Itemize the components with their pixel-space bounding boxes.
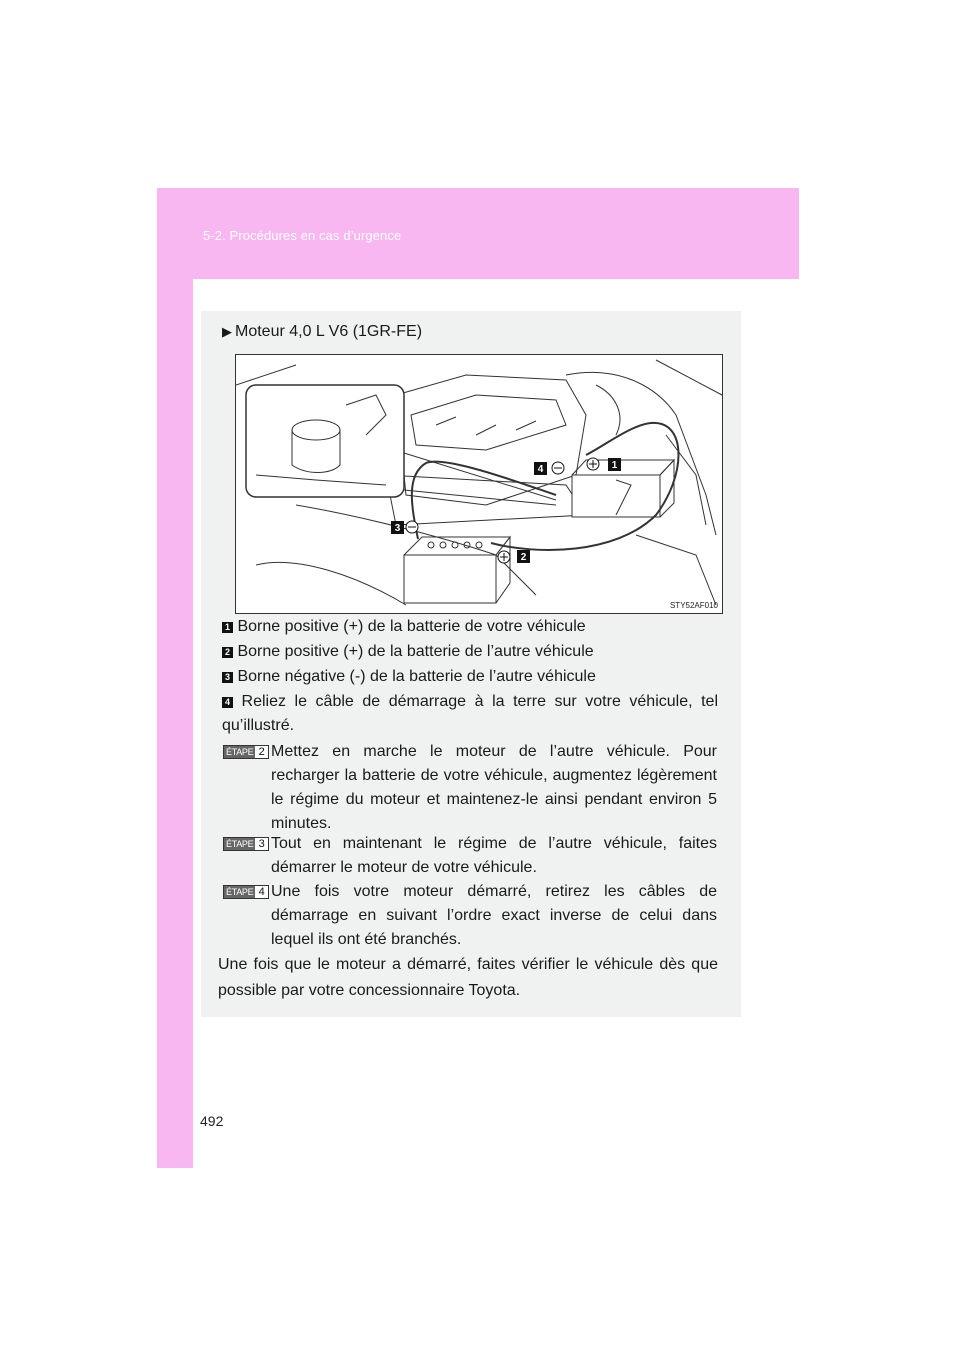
step-text: Une fois votre moteur démarré, retirez les câbles de démarrage en suivant l’ordre exact inverse de celui dans lequel ils ont été branchés. [271, 883, 717, 948]
step-badge-label: ÉTAPE [226, 747, 254, 757]
side-band [157, 279, 193, 1168]
legend-item [222, 615, 718, 639]
callout-1-label: 1 [611, 460, 618, 471]
triangle-bullet-icon: ▶ [222, 324, 232, 339]
legend-item [222, 690, 718, 738]
legend-text: Borne négative (-) de la batterie de l’autre véhicule [237, 668, 596, 685]
section-title: 5-2. Procédures en cas d’urgence [203, 228, 402, 243]
legend-item [222, 665, 718, 689]
step-badge [223, 885, 269, 899]
step-badge-number: 4 [258, 886, 265, 898]
legend-text: Borne positive (+) de la batterie de votre véhicule [237, 618, 586, 635]
legend-number-box: 1 [222, 622, 233, 633]
legend-text: Reliez le câble de démarrage à la terre sur votre véhicule, tel qu’illustré. [222, 693, 718, 734]
step-badge-number: 3 [258, 838, 265, 850]
legend-text: Borne positive (+) de la batterie de l’autre véhicule [237, 643, 594, 660]
callout-2-label: 2 [520, 552, 527, 563]
engine-drawing [236, 355, 722, 613]
callout-4-label: 4 [537, 464, 544, 475]
heading-text: Moteur 4,0 L V6 (1GR-FE) [235, 323, 423, 340]
step-badge-number: 2 [258, 746, 265, 758]
legend-number-box: 2 [222, 647, 233, 658]
page-number: 492 [200, 1113, 224, 1129]
legend-number-box: 3 [222, 672, 233, 683]
callout-3-label: 3 [394, 523, 401, 534]
engine-illustration [235, 354, 723, 614]
step-badge-label: ÉTAPE [226, 839, 254, 849]
legend-item [222, 640, 718, 664]
section-heading [222, 323, 422, 341]
step-text: Tout en maintenant le régime de l’autre véhicule, faites démarrer le moteur de votre véhicule. [271, 835, 717, 876]
legend-number-box: 4 [222, 697, 233, 708]
step-badge [223, 837, 269, 851]
step-badge [223, 745, 269, 759]
final-paragraph: Une fois que le moteur a démarré, faites vérifier le véhicule dès que possible par votre concessionnaire Toyota. [218, 956, 718, 999]
step-badge-label: ÉTAPE [226, 887, 254, 897]
step-text: Mettez en marche le moteur de l’autre véhicule. Pour recharger la batterie de votre véhicule, augmentez légèrement le régime du moteur et maintenez-le ainsi pendant environ 5 minutes. [271, 743, 717, 832]
figure-code: STY52AF010 [669, 601, 718, 610]
